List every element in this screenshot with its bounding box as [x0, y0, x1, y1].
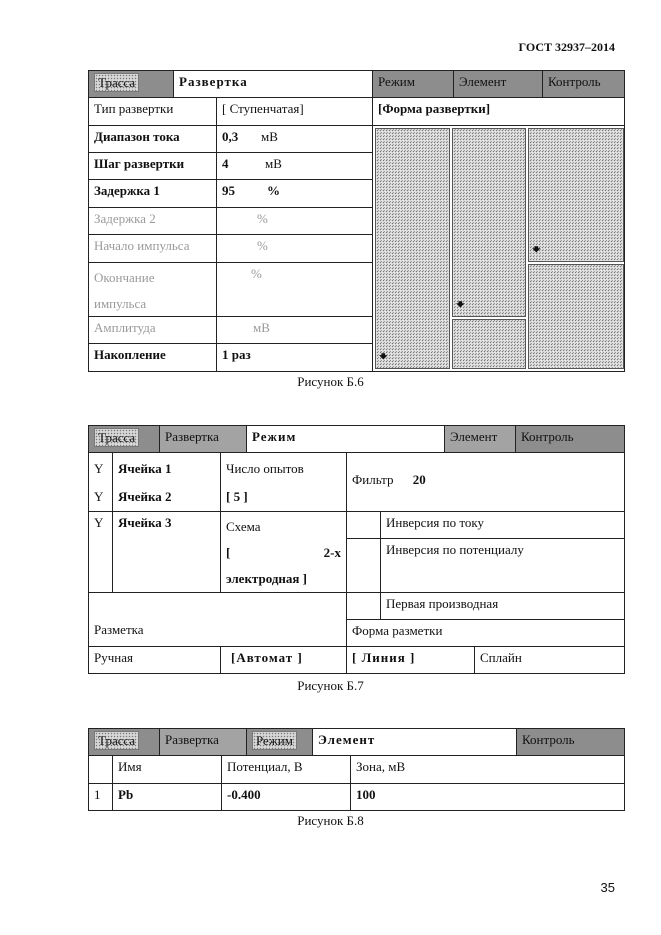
row-name[interactable]: Pb	[112, 783, 222, 811]
cell1-label: Ячейка 1	[118, 461, 172, 476]
tab-trassa-label: Трасса	[94, 428, 139, 447]
pulse-start-unit: %	[257, 238, 268, 253]
scheme-field[interactable]	[220, 511, 347, 593]
tab-rezhim-label: Режим	[252, 731, 297, 750]
document-header: ГОСТ 32937–2014	[518, 40, 615, 54]
delay1-value: 95	[222, 183, 235, 198]
first-derivative-checkbox[interactable]	[346, 592, 381, 620]
range-value: 0,3	[222, 129, 239, 144]
tab-kontrol[interactable]: Контроль	[515, 425, 625, 453]
table-header-num	[88, 755, 113, 784]
range-unit: мВ	[261, 129, 278, 144]
form-option-square-lower[interactable]	[528, 264, 624, 369]
form-option-pulse-lower[interactable]	[452, 319, 526, 369]
tab-trassa[interactable]	[88, 70, 174, 98]
tab-trassa[interactable]	[88, 728, 160, 756]
tab-kontrol[interactable]: Контроль	[516, 728, 625, 756]
marking-manual-option[interactable]: Ручная	[88, 646, 221, 674]
range-label: Диапазон тока	[88, 125, 217, 153]
row-num: 1	[88, 783, 113, 811]
tab-element[interactable]: Элемент	[444, 425, 516, 453]
row-potential[interactable]: -0.400	[221, 783, 351, 811]
amplitude-unit: мВ	[253, 320, 270, 335]
cell2-label: Ячейка 2	[118, 489, 172, 504]
accumulation-label: Накопление	[88, 343, 217, 372]
marking-form-label: Форма разметки	[346, 619, 625, 647]
tab-rezhim[interactable]: Режим	[246, 425, 445, 453]
tab-rezhim[interactable]: Режим	[372, 70, 454, 98]
down-arrow-icon: 🠻	[379, 350, 388, 365]
inv-potential-label: Инверсия по потенциалу	[380, 538, 625, 593]
inv-current-checkbox[interactable]	[346, 511, 381, 539]
step-value: 4	[222, 156, 229, 171]
filter-field[interactable]	[346, 452, 625, 512]
step-field[interactable]	[216, 152, 373, 180]
form-option-staircase[interactable]	[375, 128, 450, 369]
row-zone[interactable]: 100	[350, 783, 625, 811]
tab-rezhim[interactable]	[246, 728, 313, 756]
table-header-potential: Потенциал, В	[221, 755, 351, 784]
scheme-label: Схема	[226, 519, 261, 534]
range-field[interactable]	[216, 125, 373, 153]
pulse-end-label-line2: импульса	[94, 296, 147, 311]
form-spline-option[interactable]: Сплайн	[474, 646, 625, 674]
pulse-end-label	[88, 262, 217, 317]
table-header-zone: Зона, мВ	[350, 755, 625, 784]
trials-field[interactable]	[220, 452, 347, 512]
sweep-type-label: Тип развертки	[88, 97, 217, 126]
step-label: Шаг развертки	[88, 152, 217, 180]
cell2-check[interactable]: Y	[94, 489, 104, 504]
amplitude-label: Амплитуда	[88, 316, 217, 344]
delay2-unit: %	[257, 211, 268, 226]
cell-checks	[88, 452, 113, 512]
scheme-value2: электродная ]	[226, 571, 308, 586]
tab-trassa-label: Трасса	[94, 731, 139, 750]
filter-label: Фильтр	[352, 472, 394, 487]
form-line-option[interactable]: [ Линия ]	[346, 646, 475, 674]
trials-label: Число опытов	[226, 461, 304, 476]
tab-kontrol[interactable]: Контроль	[542, 70, 625, 98]
trials-value: [ 5 ]	[226, 489, 248, 504]
pulse-start-field[interactable]	[216, 234, 373, 263]
delay1-field[interactable]	[216, 179, 373, 208]
delay1-unit: %	[267, 183, 280, 198]
down-arrow-icon: 🠻	[532, 243, 541, 258]
tab-razvertka[interactable]: Развертка	[173, 70, 373, 98]
pulse-start-label: Начало импульса	[88, 234, 217, 263]
marking-label: Разметка	[88, 592, 347, 647]
sweep-type-select[interactable]: [ Ступенчатая]	[216, 97, 373, 126]
filter-value: 20	[412, 472, 426, 487]
table-header-name: Имя	[112, 755, 222, 784]
cell3-label: Ячейка 3	[112, 511, 221, 593]
inv-current-label: Инверсия по току	[380, 511, 625, 539]
pulse-end-label-line1: Окончание	[94, 270, 155, 285]
tab-razvertka[interactable]: Развертка	[159, 425, 247, 453]
tab-element[interactable]: Элемент	[453, 70, 543, 98]
sweep-form-label: [Форма развертки]	[372, 97, 625, 126]
scheme-value-line1	[226, 540, 341, 566]
pulse-end-field[interactable]	[216, 262, 373, 317]
cell-labels	[112, 452, 221, 512]
delay1-label: Задержка 1	[88, 179, 217, 208]
scheme-bracket: [	[226, 545, 231, 560]
figure-b6-caption: Рисунок Б.6	[297, 374, 364, 389]
page-number: 35	[600, 880, 615, 895]
sweep-form-area	[372, 125, 625, 372]
tab-element[interactable]: Элемент	[312, 728, 517, 756]
form-option-square[interactable]	[528, 128, 624, 262]
down-arrow-icon: 🠻	[456, 298, 465, 313]
tab-trassa-label: Трасса	[94, 73, 139, 92]
cell3-check[interactable]: Y	[88, 511, 113, 593]
pulse-end-unit: %	[251, 266, 262, 281]
first-derivative-label: Первая производная	[380, 592, 625, 620]
delay2-field[interactable]	[216, 207, 373, 235]
tab-trassa[interactable]	[88, 425, 160, 453]
marking-auto-option[interactable]: [Автомат ]	[220, 646, 347, 674]
step-unit: мВ	[265, 156, 282, 171]
inv-potential-checkbox[interactable]	[346, 538, 381, 593]
cell1-check[interactable]: Y	[94, 461, 104, 476]
delay2-label: Задержка 2	[88, 207, 217, 235]
accumulation-field[interactable]: 1 раз	[216, 343, 373, 372]
amplitude-field[interactable]	[216, 316, 373, 344]
figure-b8-caption: Рисунок Б.8	[297, 813, 364, 828]
form-option-pulse[interactable]	[452, 128, 526, 317]
tab-razvertka[interactable]: Развертка	[159, 728, 247, 756]
scheme-value1: 2-х	[323, 545, 341, 560]
figure-b7-caption: Рисунок Б.7	[297, 678, 364, 693]
